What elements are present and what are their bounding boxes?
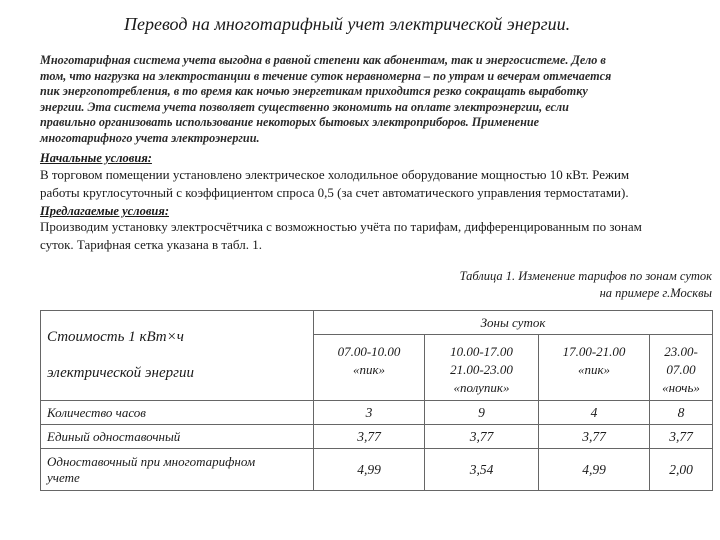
zone-name: «пик» bbox=[577, 362, 611, 377]
zone-cell bbox=[314, 335, 425, 401]
table-cell: 4,99 bbox=[539, 449, 650, 491]
caption-line: на примере г.Москвы bbox=[599, 286, 712, 300]
intro-paragraph bbox=[40, 53, 708, 147]
table-row bbox=[41, 449, 713, 491]
row-label: Единый одноставочный bbox=[41, 425, 314, 449]
zone-cell bbox=[539, 335, 650, 401]
zone-time: 17.00-21.00 bbox=[562, 344, 626, 359]
table-cell: 4,99 bbox=[314, 449, 425, 491]
text-line: работы круглосуточный с коэффициентом спроса 0,5 (за счет автоматического управления термостатами). bbox=[40, 185, 629, 200]
caption-line: Таблица 1. Изменение тарифов по зонам суток bbox=[459, 269, 712, 283]
cost-label-line: Стоимость 1 кВт×ч bbox=[47, 329, 184, 345]
table-cell: 3,77 bbox=[425, 425, 539, 449]
initial-conditions-text bbox=[40, 166, 712, 202]
cost-header-cell bbox=[41, 311, 314, 401]
row-label: Количество часов bbox=[41, 401, 314, 425]
zone-cell bbox=[650, 335, 713, 401]
tariff-table bbox=[40, 310, 713, 491]
table-row bbox=[41, 425, 713, 449]
text-line: суток. Тарифная сетка указана в табл. 1. bbox=[40, 237, 262, 252]
zone-time: 07.00-10.00 bbox=[337, 344, 401, 359]
text-line: В торговом помещении установлено электрическое холодильное оборудование мощностью 10 кВт. Режим bbox=[40, 167, 630, 182]
proposed-conditions-heading: Предлагаемые условия: bbox=[40, 204, 169, 218]
table-header-row bbox=[41, 311, 713, 335]
table-cell: 3,54 bbox=[425, 449, 539, 491]
table-row bbox=[41, 401, 713, 425]
table-cell: 8 bbox=[650, 401, 713, 425]
text-line: Производим установку электросчётчика с возможностью учёта по тарифам, дифференцированным по зонам bbox=[40, 219, 642, 234]
table-cell: 3,77 bbox=[314, 425, 425, 449]
initial-conditions-heading: Начальные условия: bbox=[40, 151, 152, 165]
zone-time: 23.00-07.00 bbox=[664, 344, 698, 377]
table-cell: 2,00 bbox=[650, 449, 713, 491]
page-title: Перевод на многотарифный учет электрической энергии. bbox=[124, 14, 571, 34]
zone-name: «ночь» bbox=[662, 380, 700, 395]
zone-time: 10.00-17.00 bbox=[450, 344, 513, 359]
table-cell: 3,77 bbox=[650, 425, 713, 449]
intro-line: энергии. Эта система учета позволяет существенно экономить на оплате электроэнергии, если bbox=[40, 99, 569, 114]
zone-name: «полупик» bbox=[453, 380, 510, 395]
table-caption bbox=[372, 268, 712, 302]
zones-header-cell: Зоны суток bbox=[314, 311, 713, 335]
intro-line: Многотарифная система учета выгодна в равной степени как абонентам, так и энергосистеме. Дело в bbox=[40, 53, 606, 67]
intro-line: пик энергопотребления, в то время как ночью энергетикам приходится резко сокращать выработку bbox=[40, 84, 588, 99]
table-cell: 3 bbox=[314, 401, 425, 425]
table-cell: 9 bbox=[425, 401, 539, 425]
table-cell: 4 bbox=[539, 401, 650, 425]
intro-line: многотарифного учета электроэнергии. bbox=[40, 130, 260, 145]
proposed-conditions-text bbox=[40, 218, 712, 254]
zone-name: «пик» bbox=[352, 362, 386, 377]
row-label: Одноставочный при многотарифном учете bbox=[41, 449, 314, 491]
intro-line: том, что нагрузка на электростанции в течение суток неравномерна – по утрам и вечерам отмечается bbox=[40, 68, 612, 83]
intro-line: правильно организовать использование некоторых бытовых электроприборов. Применение bbox=[40, 115, 540, 130]
zone-time: 21.00-23.00 bbox=[450, 362, 513, 377]
table-cell: 3,77 bbox=[539, 425, 650, 449]
zone-cell bbox=[425, 335, 539, 401]
cost-label-line: электрической энергии bbox=[47, 365, 194, 381]
